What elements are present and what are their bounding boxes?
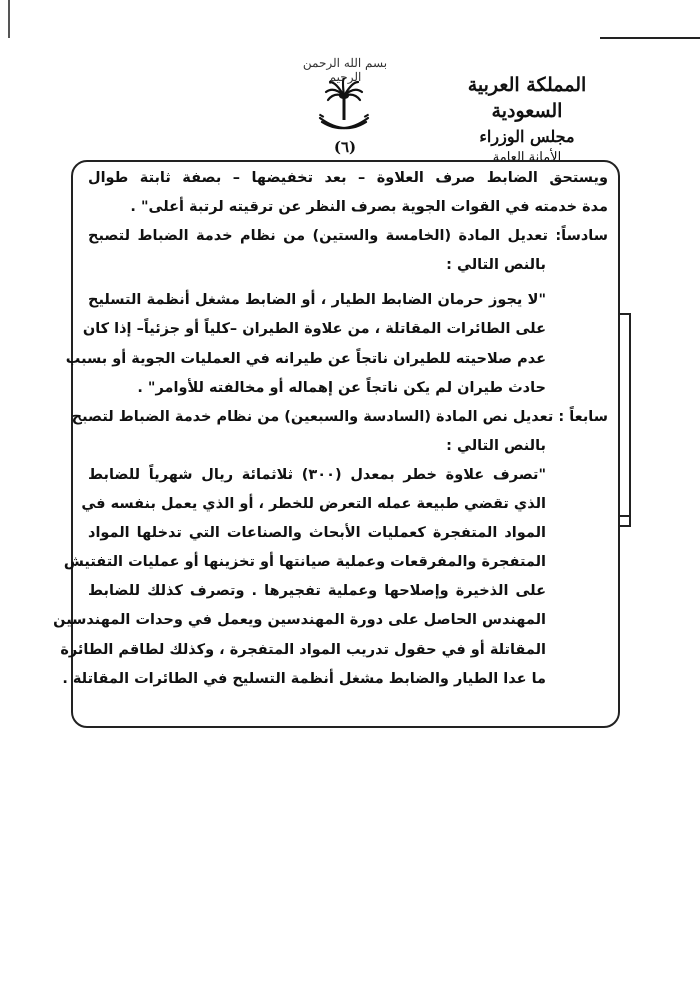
body-line: المهندس الحاصل على دورة المهندسين ويعمل في وحدات المهندسين bbox=[53, 612, 546, 629]
page-number: (٦) bbox=[333, 138, 357, 156]
letterhead-secretariat: الأمانة العامة bbox=[492, 150, 562, 165]
body-line: على الطائرات المقاتلة ، من علاوة الطيران –كلياً أو جزئياً– إذا كان bbox=[82, 321, 546, 338]
letterhead-kingdom: المملكة العربية السعودية bbox=[467, 74, 587, 122]
body-line: المتفجرة والمفرقعات وعملية صيانتها أو تخزينها أو عمليات التفتيش bbox=[63, 554, 546, 571]
page-edge-line bbox=[600, 37, 700, 39]
body-line: بالنص التالي : bbox=[446, 437, 546, 454]
saudi-emblem-icon bbox=[314, 78, 374, 136]
clause-seven-heading: سابعاً : تعديل نص المادة (السادسة والسبعين) من نظام خدمة الضباط لتصبح bbox=[71, 408, 608, 425]
body-line: على الذخيرة وإصلاحها وعملية تفجيرها . وتصرف كذلك للضابط bbox=[88, 583, 546, 600]
body-line: ويستحق الضابط صرف العلاوة – بعد تخفيضها – بصفة ثابتة طوال bbox=[88, 170, 608, 186]
letterhead bbox=[432, 72, 622, 168]
body-line: المقاتلة أو في حقول تدريب المواد المتفجرة ، وكذلك لطاقم الطائرة bbox=[60, 641, 546, 658]
body-line: "تصرف علاوة خطر بمعدل (٣٠٠) ثلاثمائة ريال شهرياً للضابط bbox=[88, 466, 547, 483]
body-line: المواد المتفجرة كعمليات الأبحاث والصناعات التي تدخلها المواد bbox=[88, 525, 546, 542]
body-line: بالنص التالي : bbox=[446, 257, 546, 274]
body-line: ما عدا الطيار والضابط مشغل أنظمة التسليح في الطائرات المقاتلة . bbox=[62, 670, 546, 687]
body-line: مدة خدمته في القوات الجوية بصرف النظر عن ترقيته لرتبة أعلى" . bbox=[130, 199, 608, 216]
page-edge-line bbox=[8, 0, 10, 38]
margin-bracket bbox=[619, 313, 633, 527]
body-line: حادث طيران لم يكن ناتجاً عن إهماله أو مخالفته للأوامر" . bbox=[137, 379, 546, 396]
letterhead-council: مجلس الوزراء bbox=[479, 127, 575, 146]
margin-bracket-mark bbox=[619, 513, 633, 519]
body-line: عدم صلاحيته للطيران ناتجاً عن طيرانه في العمليات الجوية أو بسبب bbox=[65, 350, 546, 367]
document-body bbox=[53, 164, 608, 694]
clause-six-heading: سادساً: تعديل المادة (الخامسة والستين) من نظام خدمة الضباط لتصبح bbox=[88, 228, 608, 245]
basmala: بسم الله الرحمن الرحيم bbox=[302, 56, 388, 84]
body-line: الذي تقضي طبيعة عمله التعرض للخطر ، أو الذي يعمل بنفسه في bbox=[81, 496, 546, 513]
body-line: "لا يجوز حرمان الضابط الطيار ، أو الضابط مشغل أنظمة التسليح bbox=[88, 292, 546, 309]
